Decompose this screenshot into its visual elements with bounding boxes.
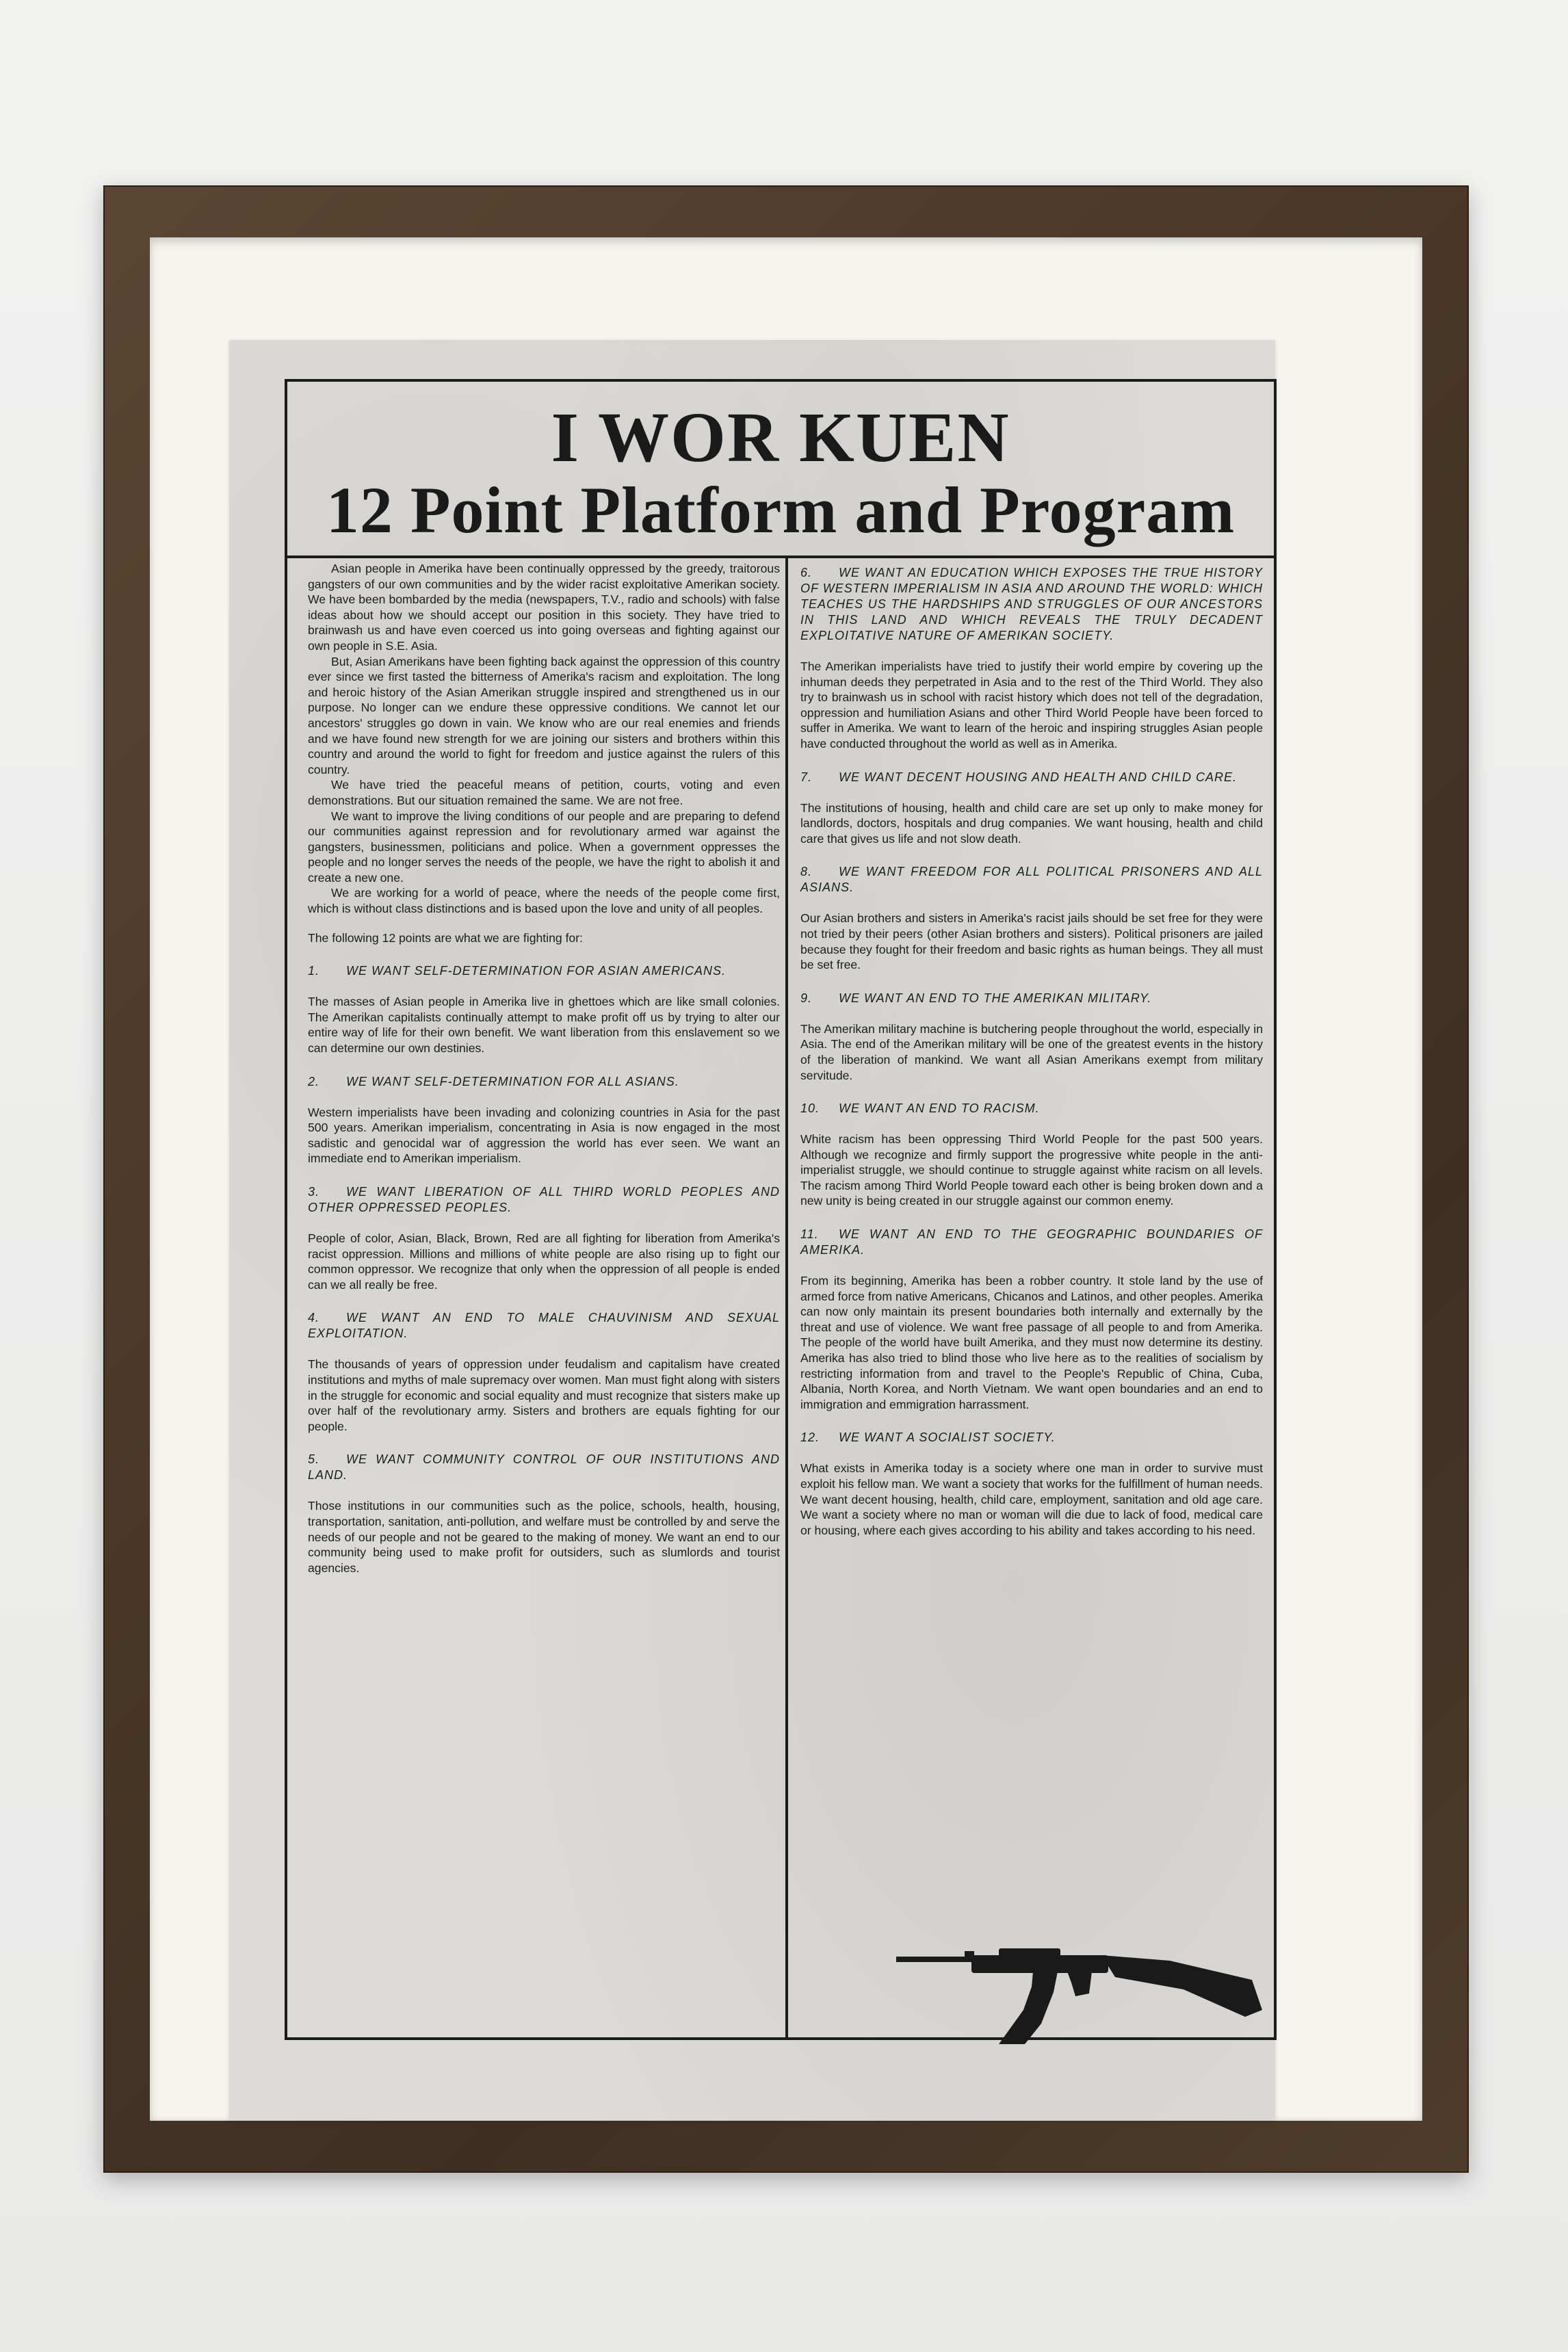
mat-board <box>150 237 1422 2121</box>
right-column <box>800 561 1263 2037</box>
point-body: Western imperialists have been invading and colonizing countries in Asia for the past 500 years. Amerikan imperialism, concentrating in Asia is now engaged in the most sadistic and genocidal war of aggression the world has ever seen. We want an immediate end to Amerikan imperialism. <box>308 1105 780 1166</box>
point-heading: 1. WE WANT SELF-DETERMINATION FOR ASIAN AMERICANS. <box>308 964 727 978</box>
point-body: The Amerikan military machine is butchering people throughout the world, especially in Asia. The end of the Amerikan military will be one of the greatest events in the history of the liberation of mankind. We want all Asian Amerikans exempt from military servitude. <box>800 1021 1263 1082</box>
point-heading: 3. WE WANT LIBERATION OF ALL THIRD WORLD PEOPLES AND OTHER OPPRESSED PEOPLES. <box>308 1185 780 1214</box>
point-body: What exists in Amerika today is a society where one man in order to survive must exploit his fellow man. We want a society that works for the fulfillment of human needs. We want decent housing, health, child care, employment, sanitation and old age care. We want a society where no man or woman will die due to lack of food, medical care or housing, where each gives according to his ability and takes according to his need. <box>800 1461 1263 1537</box>
point-body: The thousands of years of oppression under feudalism and capitalism have created institutions and myths of male supremacy over women. Man must fight along with sisters in the struggle for economic and social equality and must recognize that sisters make up over half of the revolutionary army. Sisters and brothers are equals fighting for our people. <box>308 1357 780 1433</box>
column-divider <box>785 558 788 2040</box>
rifle-icon <box>896 1942 1266 2051</box>
intro-paragraph: We have tried the peaceful means of petition, courts, voting and even demonstrations. But our situation remained the same. We are not free. <box>308 778 780 807</box>
picture-frame <box>103 185 1469 2173</box>
point-heading: 5. WE WANT COMMUNITY CONTROL OF OUR INSTITUTIONS AND LAND. <box>308 1452 780 1482</box>
intro-paragraph: We are working for a world of peace, where the needs of the people come first, which is without class distinctions and is based upon the love and unity of all peoples. <box>308 886 780 916</box>
point-heading: 4. WE WANT AN END TO MALE CHAUVINISM AND SEXUAL EXPLOITATION. <box>308 1311 780 1341</box>
poster-headline <box>287 382 1274 558</box>
intro-paragraph: But, Asian Amerikans have been fighting back against the oppression of this country ever since we first tasted the bitterness of Amerika's racism and exploitation. The long and heroic history of the Asian Amerikan struggle inspired and strengthened us in our purpose. No longer can we endure these oppressive conditions. We cannot let our ancestors' struggles go down in vain. We know who are our real enemies and friends and we have found new strength for we are joining our sisters and brothers within this country and around the world to fight for freedom and justice against the rulers of this country. <box>308 654 780 776</box>
point-body: From its beginning, Amerika has been a robber country. It stole land by the use of armed force from native Americans, Chicanos and Latinos, and other peoples. Amerika can now only maintain its present boundaries both internally and externally by the threat and use of violence. We want free passage of all people to and from Amerika. The people of the world have built Amerika, and they must now determine its destiny. Amerika has also tried to blind those who live here as to the realities of socialism by restricting information from and travel to the People's Republic of China, Cuba, Albania, North Korea, and North Vietnam. We want open boundaries and an end to immigration and emmigration harrassment. <box>800 1274 1263 1411</box>
point-body: Our Asian brothers and sisters in Amerika's racist jails should be set free for they were not tried by their peers (other Asian brothers and sisters). Political prisoners are jailed because they fought for their freedom and basic rights as human beings. They all must be set free. <box>800 911 1263 972</box>
point-body: Those institutions in our communities such as the police, schools, health, housing, transportation, sanitation, anti-pollution, and welfare must be controlled by and serve the needs of our people and not be geared to the making of money. We want an end to our community being used to make profit for outsiders, such as slumlords and tourist agencies. <box>308 1499 780 1575</box>
point-heading: 12. WE WANT A SOCIALIST SOCIETY. <box>800 1430 1056 1445</box>
point-body: The Amerikan imperialists have tried to justify their world empire by covering up the inhuman deeds they perpetrated in Asia and to the rest of the Third World. They also try to brainwash us in school with racist history which does not tell of the degradation, oppression and humiliation Asians and other Third World People have been forced to suffer in Amerika. We want to learn of the heroic and inspiring struggles Asian people have conducted throughout the world as well as in Amerika. <box>800 659 1263 750</box>
point-body: White racism has been oppressing Third World People for the past 500 years. Although we recognize and firmly support the progressive white people in the anti-imperialist struggle, we should continue to struggle against white racism on all levels. The racism among Third World People toward each other is being broken down and a new unity is being created in our struggle against our common enemy. <box>800 1132 1263 1208</box>
point-heading: 11. WE WANT AN END TO THE GEOGRAPHIC BOUNDARIES OF AMERIKA. <box>800 1227 1263 1257</box>
poster-subtitle: 12 Point Platform and Program <box>326 473 1236 547</box>
point-body: People of color, Asian, Black, Brown, Red are all fighting for liberation from Amerika's racist oppression. Millions and millions of white people are also rising up to fight our common oppressor. We recognize that only when the oppression of all people is ended can we all really be free. <box>308 1231 780 1292</box>
poster-sheet <box>229 340 1275 2120</box>
point-heading: 10. WE WANT AN END TO RACISM. <box>800 1101 1040 1116</box>
point-heading: 6. WE WANT AN EDUCATION WHICH EXPOSES THE TRUE HISTORY OF WESTERN IMPERIALISM IN ASIA AND AROUND THE WORLD: WHICH TEACHES US THE HARDSHIPS AND STRUGGLES OF OUR ANCESTORS IN THIS LAND AND WHICH REVEALS THE TRULY DECADENT EXPLOITATIVE NATURE OF AMERIKAN SOCIETY. <box>800 566 1263 642</box>
poster-border <box>285 379 1277 2040</box>
point-heading: 8. WE WANT FREEDOM FOR ALL POLITICAL PRISONERS AND ALL ASIANS. <box>800 865 1263 895</box>
intro-paragraph: We want to improve the living conditions of our people and are preparing to defend our communities against repression and for revolutionary armed war against the gangsters, businessmen, politicians and police. When a government oppresses the people and no longer serves the needs of the people, we have the right to abolish it and create a new one. <box>308 809 780 885</box>
point-heading: 2. WE WANT SELF-DETERMINATION FOR ALL ASIANS. <box>308 1074 679 1088</box>
point-body: The institutions of housing, health and child care are set up only to make money for landlords, doctors, hospitals and drug companies. We want housing, health and child care that gives us life and not slow death. <box>800 800 1263 846</box>
intro-paragraph: Asian people in Amerika have been continually oppressed by the greedy, traitorous gangsters of our own communities and by the wider racist exploitative Amerikan society. We have been bombarded by the media (newspapers, T.V., radio and schools) with false ideas about how we should accept our position in this society. They have tried to brainwash us and have even coerced us into going overseas and fighting against our own people in S.E. Asia. <box>308 562 780 653</box>
point-heading: 9. WE WANT AN END TO THE AMERIKAN MILITARY. <box>800 991 1152 1005</box>
points-lead: The following 12 points are what we are fighting for: <box>308 930 583 945</box>
point-body: The masses of Asian people in Amerika live in ghettoes which are like small colonies. The Amerikan capitalists continually attempt to make profit off us by trying to alter our entire way of life for their own benefit. We want liberation from this enslavement so we can determine our own destinies. <box>308 995 780 1056</box>
left-column <box>308 561 780 2037</box>
point-heading: 7. WE WANT DECENT HOUSING AND HEALTH AND CHILD CARE. <box>800 770 1238 784</box>
poster-title: I WOR KUEN <box>551 398 1010 477</box>
